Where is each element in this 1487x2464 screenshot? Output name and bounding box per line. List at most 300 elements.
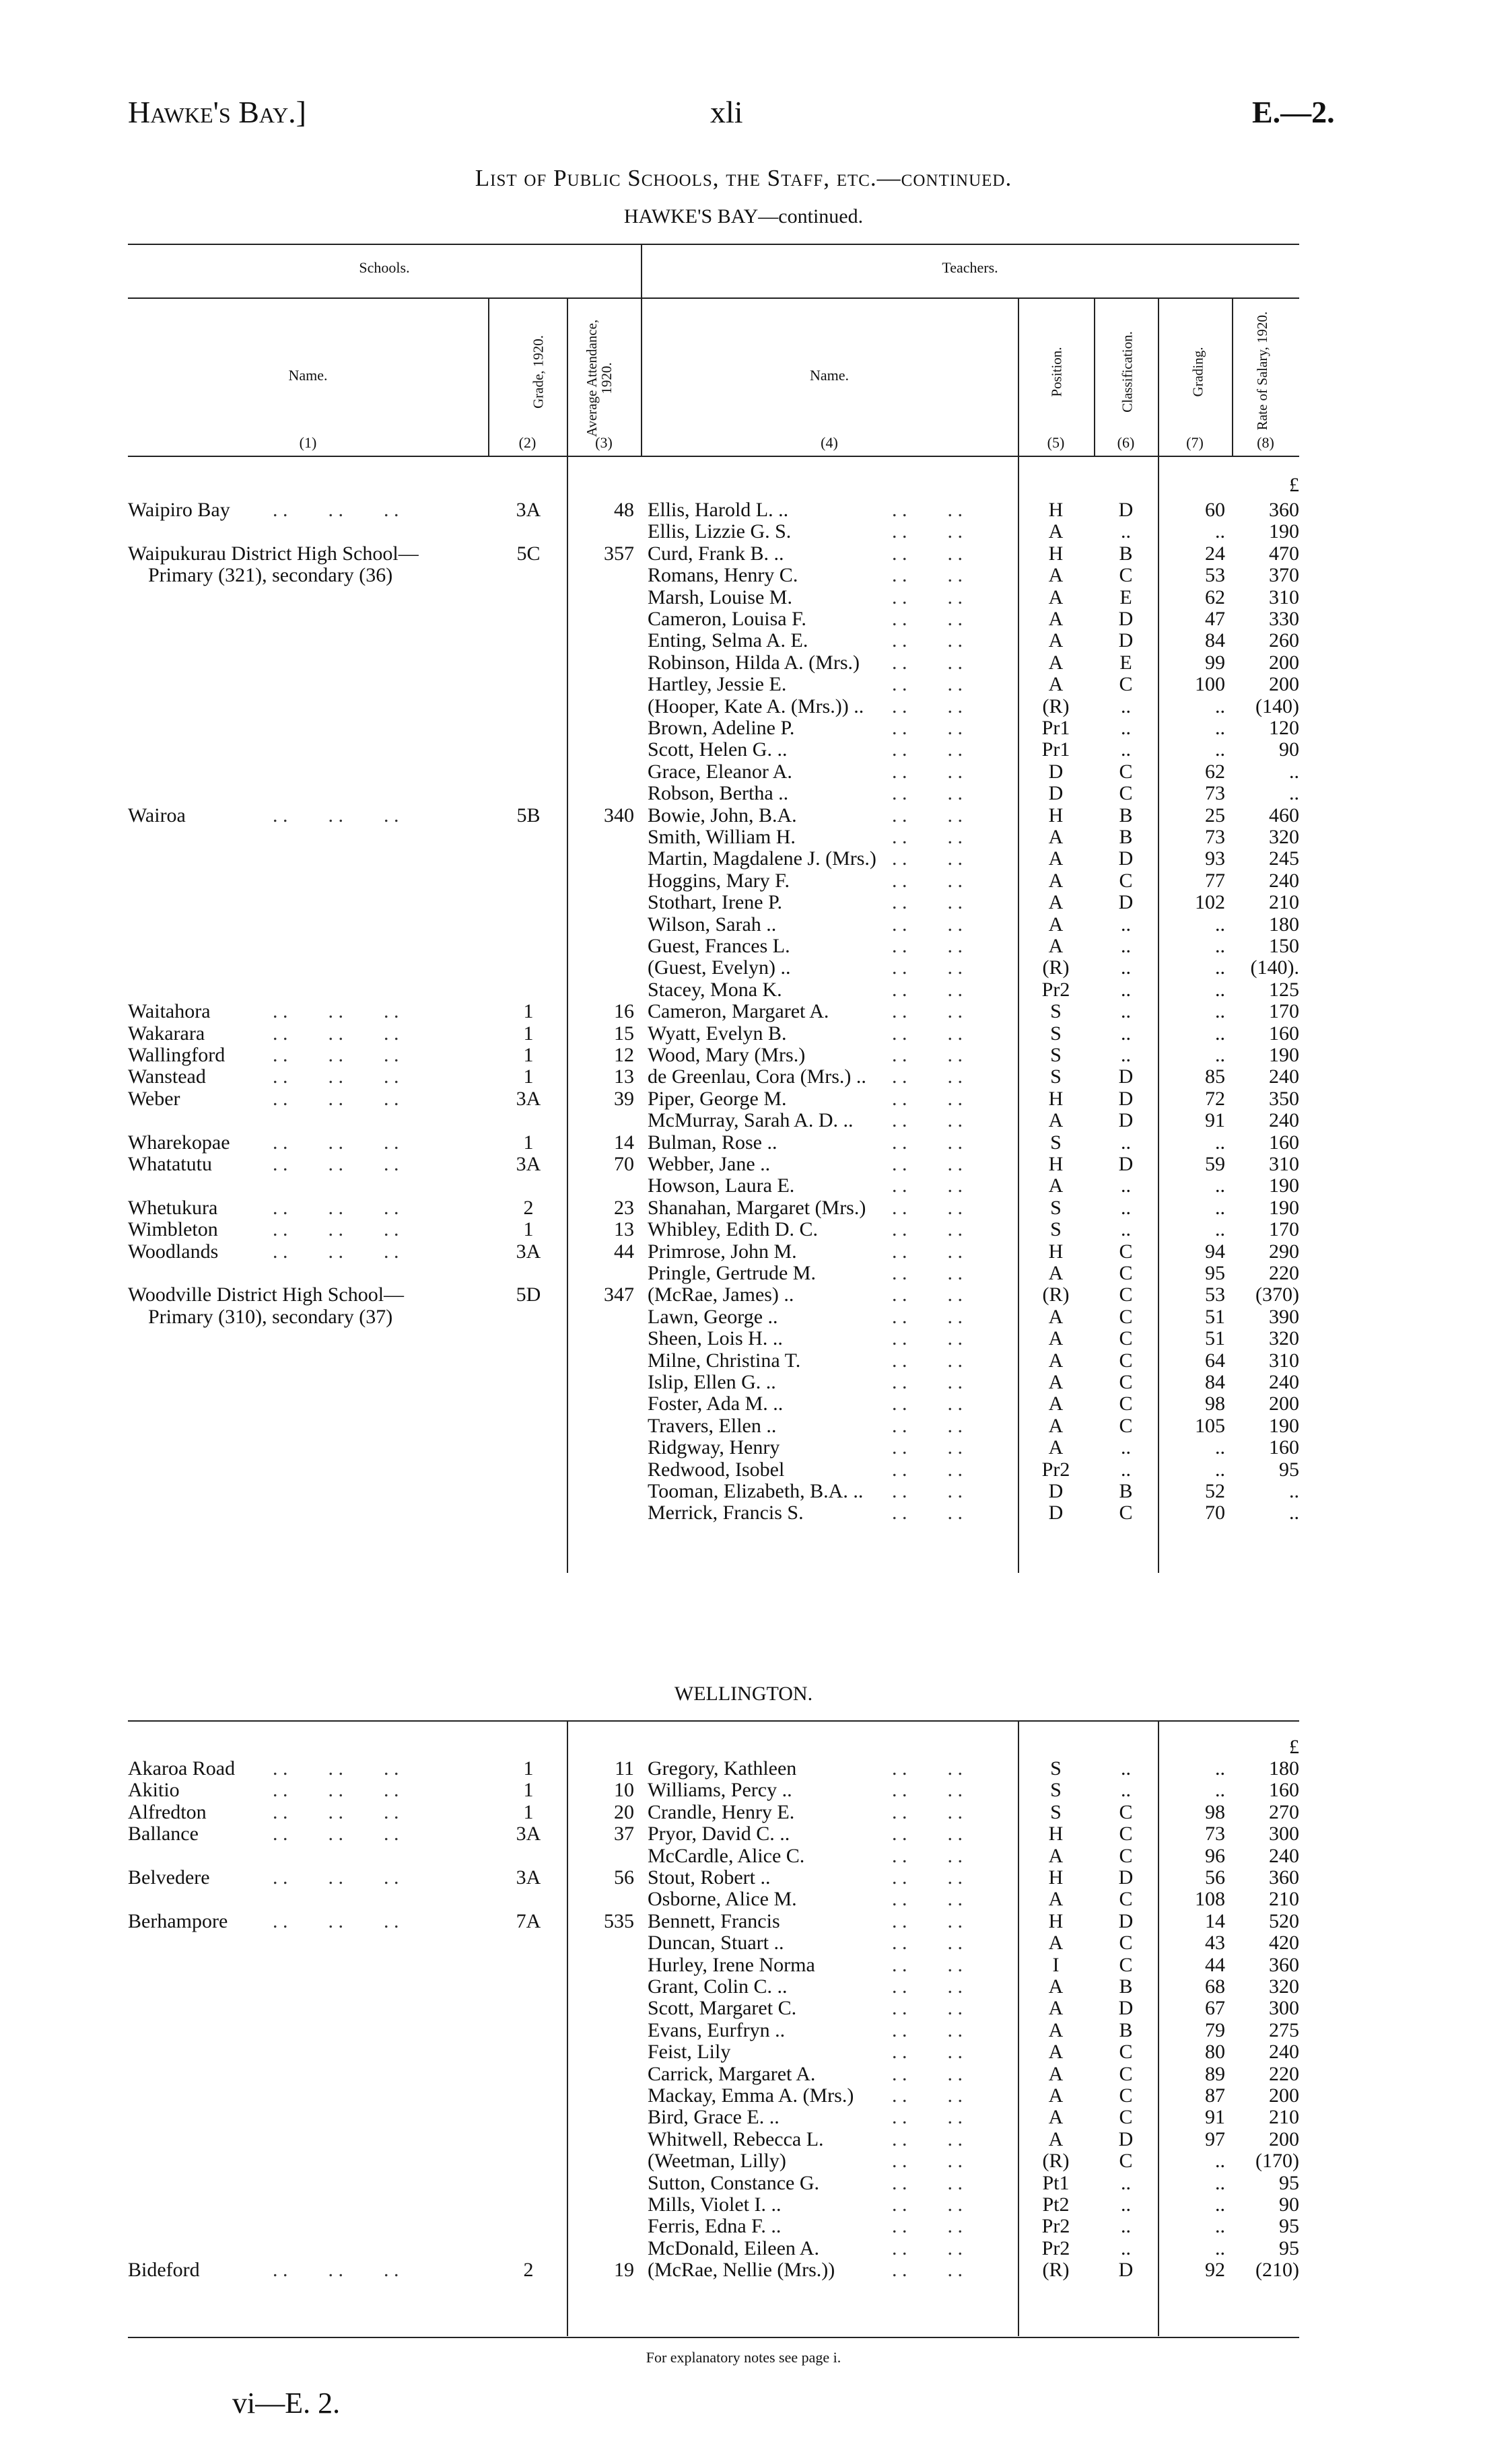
head-vline — [488, 297, 489, 456]
salary-cell: 160 — [1269, 1779, 1299, 1802]
teacher-name: Piper, George M. — [648, 1087, 787, 1110]
leader-dots: . . . . . . — [273, 2259, 399, 2282]
salary-cell: 90 — [1279, 2193, 1299, 2216]
attendance-cell: 340 — [604, 804, 634, 826]
classification-cell: C — [1119, 1393, 1133, 1415]
position-cell: H — [1048, 499, 1064, 521]
classification-cell: D — [1118, 1065, 1134, 1088]
teacher-name: Ferris, Edna F. .. — [648, 2215, 782, 2238]
leader-dots: . . . . — [892, 1779, 963, 1802]
salary-cell: 200 — [1269, 1393, 1299, 1415]
grading-cell: 87 — [1205, 2084, 1225, 2107]
salary-cell: 190 — [1269, 1414, 1299, 1437]
classification-cell: .. — [1121, 2171, 1131, 2194]
grading-cell: .. — [1215, 1218, 1225, 1241]
leader-dots: . . . . — [892, 1823, 963, 1845]
grading-cell: 97 — [1205, 2127, 1225, 2150]
teacher-name: McMurray, Sarah A. D. .. — [648, 1109, 854, 1132]
school-name: Primary (310), secondary (37) — [148, 1305, 393, 1328]
position-cell: A — [1048, 564, 1064, 587]
grading-cell: 80 — [1205, 2041, 1225, 2064]
classification-cell: D — [1118, 1909, 1134, 1932]
grading-cell: 79 — [1205, 2018, 1225, 2041]
grade-cell: 1 — [523, 1065, 534, 1088]
classification-cell: D — [1118, 1997, 1134, 2020]
teacher-name: Ridgway, Henry — [648, 1436, 780, 1459]
position-cell: A — [1048, 1305, 1064, 1328]
position-cell: A — [1048, 1174, 1064, 1197]
head-vline — [1094, 297, 1095, 456]
classification-cell: C — [1119, 869, 1133, 892]
salary-cell: 350 — [1269, 1087, 1299, 1110]
leader-dots: . . . . — [892, 1109, 963, 1132]
leader-dots: . . . . — [892, 1262, 963, 1284]
position-cell: H — [1048, 1240, 1064, 1263]
school-name: Wharekopae — [128, 1131, 230, 1154]
grading-cell: .. — [1215, 695, 1225, 717]
salary-cell: 310 — [1269, 586, 1299, 608]
classification-cell: .. — [1121, 1174, 1131, 1197]
position-cell: A — [1048, 1844, 1064, 1867]
salary-cell: 200 — [1269, 651, 1299, 674]
classification-cell: C — [1119, 1888, 1133, 1911]
grading-cell: 100 — [1195, 673, 1225, 696]
attendance-cell: 39 — [614, 1087, 634, 1110]
salary-cell: 210 — [1269, 1888, 1299, 1911]
salary-cell: (370) — [1255, 1283, 1299, 1306]
salary-cell: 190 — [1269, 1044, 1299, 1066]
wellington-title: WELLINGTON. — [674, 1683, 813, 1705]
teacher-name: Primrose, John M. — [648, 1240, 797, 1263]
grading-cell: .. — [1215, 2215, 1225, 2238]
classification-cell: B — [1119, 804, 1133, 826]
grade-cell: 2 — [523, 2259, 534, 2282]
col-num: (7) — [1186, 434, 1204, 451]
col-head-teacher-name: Name. — [809, 367, 850, 384]
leader-dots: . . . . — [892, 695, 963, 717]
leader-dots: . . . . . . — [273, 1823, 399, 1845]
teacher-name: Carrick, Margaret A. — [648, 2062, 816, 2085]
grade-cell: 7A — [516, 1909, 541, 1932]
position-cell: A — [1048, 847, 1064, 870]
leader-dots: . . . . — [892, 956, 963, 979]
leader-dots: . . . . — [892, 1997, 963, 2020]
school-name: Bideford — [128, 2259, 200, 2282]
salary-cell: 390 — [1269, 1305, 1299, 1328]
position-cell: A — [1048, 869, 1064, 892]
leader-dots: . . . . — [892, 2084, 963, 2107]
position-cell: A — [1048, 520, 1064, 543]
grade-cell: 1 — [523, 1800, 534, 1823]
grading-cell: 93 — [1205, 847, 1225, 870]
teacher-name: Wilson, Sarah .. — [648, 913, 777, 936]
leader-dots: . . . . — [892, 2106, 963, 2129]
grade-cell: 2 — [523, 1196, 534, 1219]
position-cell: Pr2 — [1041, 2237, 1070, 2259]
position-cell: A — [1048, 913, 1064, 936]
grading-cell: .. — [1215, 1196, 1225, 1219]
salary-cell: 170 — [1269, 1218, 1299, 1241]
salary-cell: 95 — [1279, 2237, 1299, 2259]
leader-dots: . . . . — [892, 1888, 963, 1911]
salary-cell: 160 — [1269, 1436, 1299, 1459]
attendance-cell: 37 — [614, 1823, 634, 1845]
grade-cell: 1 — [523, 1779, 534, 1802]
position-cell: D — [1048, 1502, 1064, 1524]
position-cell: A — [1048, 1327, 1064, 1350]
leader-dots: . . . . — [892, 1932, 963, 1955]
school-name: Wimbleton — [128, 1218, 218, 1241]
grading-cell: 51 — [1205, 1305, 1225, 1328]
salary-cell: 240 — [1269, 2041, 1299, 2064]
grading-cell: 105 — [1195, 1414, 1225, 1437]
leader-dots: . . . . — [892, 2171, 963, 2194]
grading-cell: 67 — [1205, 1997, 1225, 2020]
classification-cell: .. — [1121, 1218, 1131, 1241]
salary-cell: 420 — [1269, 1932, 1299, 1955]
teacher-name: Ellis, Harold L. .. — [648, 499, 789, 521]
school-name: Akitio — [128, 1779, 180, 1802]
teacher-name: Mackay, Emma A. (Mrs.) — [648, 2084, 854, 2107]
teacher-name: Grace, Eleanor A. — [648, 760, 792, 783]
salary-cell: 200 — [1269, 2127, 1299, 2150]
position-cell: S — [1050, 1131, 1062, 1154]
salary-cell: 125 — [1269, 978, 1299, 1001]
position-cell: Pt2 — [1042, 2193, 1070, 2216]
leader-dots: . . . . — [892, 564, 963, 587]
leader-dots: . . . . — [892, 2150, 963, 2173]
teacher-name: Whitwell, Rebecca L. — [648, 2127, 824, 2150]
leader-dots: . . . . — [892, 1349, 963, 1372]
classification-cell: D — [1118, 847, 1134, 870]
attendance-cell: 48 — [614, 499, 634, 521]
grading-cell: 85 — [1205, 1065, 1225, 1088]
teacher-name: Guest, Frances L. — [648, 935, 790, 957]
page-number: xli — [710, 95, 743, 129]
leader-dots: . . . . . . — [273, 1196, 399, 1219]
leader-dots: . . . . — [892, 1283, 963, 1306]
teacher-name: Hartley, Jessie E. — [648, 673, 787, 696]
grading-cell: .. — [1215, 1779, 1225, 1802]
salary-cell: 240 — [1269, 1109, 1299, 1132]
grade-cell: 3A — [516, 1823, 541, 1845]
teacher-name: Enting, Selma A. E. — [648, 629, 808, 652]
salary-cell: 180 — [1269, 1757, 1299, 1780]
salary-cell: 260 — [1269, 629, 1299, 652]
teacher-name: Sutton, Constance G. — [648, 2171, 819, 2194]
position-cell: A — [1048, 891, 1064, 914]
salary-cell: 270 — [1269, 1800, 1299, 1823]
classification-cell: C — [1119, 1953, 1133, 1976]
teacher-name: Gregory, Kathleen — [648, 1757, 797, 1780]
grading-cell: .. — [1215, 520, 1225, 543]
position-cell: A — [1048, 1436, 1064, 1459]
leader-dots: . . . . . . — [273, 1866, 399, 1889]
school-name: Whatatutu — [128, 1153, 212, 1175]
leader-dots: . . . . . . — [273, 1240, 399, 1263]
grading-cell: .. — [1215, 1131, 1225, 1154]
position-cell: A — [1048, 1109, 1064, 1132]
classification-cell: C — [1119, 1844, 1133, 1867]
school-name: Berhampore — [128, 1909, 228, 1932]
head-vline — [1018, 297, 1019, 456]
position-cell: H — [1048, 1909, 1064, 1932]
classification-cell: .. — [1121, 520, 1131, 543]
classification-cell: .. — [1121, 2193, 1131, 2216]
classification-cell: .. — [1121, 913, 1131, 936]
leader-dots: . . . . — [892, 1458, 963, 1481]
grading-cell: 68 — [1205, 1975, 1225, 1998]
grading-cell: .. — [1215, 935, 1225, 957]
teacher-name: Smith, William H. — [648, 826, 796, 848]
teacher-name: Howson, Laura E. — [648, 1174, 795, 1197]
leader-dots: . . . . — [892, 673, 963, 696]
teacher-name: (Guest, Evelyn) .. — [648, 956, 791, 979]
classification-cell: .. — [1121, 1000, 1131, 1023]
salary-cell: 160 — [1269, 1022, 1299, 1045]
classification-cell: C — [1119, 1371, 1133, 1393]
school-name: Woodville District High School— — [128, 1283, 405, 1306]
teacher-name: Grant, Colin C. .. — [648, 1975, 788, 1998]
salary-cell: 170 — [1269, 1000, 1299, 1023]
grading-cell: .. — [1215, 1458, 1225, 1481]
teacher-name: Hurley, Irene Norma — [648, 1953, 815, 1976]
grade-cell: 3A — [516, 499, 541, 521]
salary-unit: £ — [1289, 474, 1299, 496]
leader-dots: . . . . . . — [273, 1779, 399, 1802]
teacher-name: Brown, Adeline P. — [648, 717, 795, 739]
teacher-name: Foster, Ada M. .. — [648, 1393, 784, 1415]
position-cell: S — [1050, 1757, 1062, 1780]
head-vline — [567, 297, 568, 456]
attendance-cell: 19 — [614, 2259, 634, 2282]
position-cell: S — [1050, 1800, 1062, 1823]
classification-cell: C — [1119, 564, 1133, 587]
leader-dots: . . . . — [892, 1844, 963, 1867]
leader-dots: . . . . . . — [273, 1800, 399, 1823]
leader-dots: . . . . . . — [273, 1131, 399, 1154]
salary-cell: 245 — [1269, 847, 1299, 870]
classification-cell: .. — [1121, 935, 1131, 957]
grading-cell: 73 — [1205, 826, 1225, 848]
salary-cell: 370 — [1269, 564, 1299, 587]
position-cell: A — [1048, 608, 1064, 630]
school-name: Alfredton — [128, 1800, 207, 1823]
attendance-cell: 70 — [614, 1153, 634, 1175]
position-cell: A — [1048, 826, 1064, 848]
school-name: Wanstead — [128, 1065, 206, 1088]
position-cell: A — [1048, 935, 1064, 957]
classification-cell: D — [1118, 1866, 1134, 1889]
grade-cell: 5D — [516, 1283, 541, 1306]
classification-cell: C — [1119, 1327, 1133, 1350]
leader-dots: . . . . . . — [273, 1757, 399, 1780]
classification-cell: D — [1118, 608, 1134, 630]
teacher-name: (McRae, Nellie (Mrs.)) — [648, 2259, 835, 2282]
salary-cell: (140) — [1255, 695, 1299, 717]
leader-dots: . . . . — [892, 913, 963, 936]
grading-cell: 94 — [1205, 1240, 1225, 1263]
school-name: Woodlands — [128, 1240, 219, 1263]
leader-dots: . . . . — [892, 1757, 963, 1780]
teacher-name: Islip, Ellen G. .. — [648, 1371, 776, 1393]
grading-cell: 84 — [1205, 1371, 1225, 1393]
teacher-name: Merrick, Francis S. — [648, 1502, 804, 1524]
col-num: (5) — [1047, 434, 1065, 451]
position-cell: A — [1048, 629, 1064, 652]
position-cell: A — [1048, 2018, 1064, 2041]
grading-cell: 56 — [1205, 1866, 1225, 1889]
grading-cell: 51 — [1205, 1327, 1225, 1350]
classification-cell: .. — [1121, 956, 1131, 979]
teacher-name: Ellis, Lizzie G. S. — [648, 520, 792, 543]
teacher-name: Sheen, Lois H. .. — [648, 1327, 783, 1350]
position-cell: S — [1050, 1218, 1062, 1241]
grading-cell: 53 — [1205, 564, 1225, 587]
grading-cell: 96 — [1205, 1844, 1225, 1867]
leader-dots: . . . . — [892, 1800, 963, 1823]
head-vline — [641, 297, 642, 456]
salary-cell: 95 — [1279, 2171, 1299, 2194]
position-cell: A — [1048, 2041, 1064, 2064]
teacher-name: Cameron, Margaret A. — [648, 1000, 829, 1023]
classification-cell: .. — [1121, 2237, 1131, 2259]
leader-dots: . . . . . . — [273, 804, 399, 826]
region-subtitle: HAWKE'S BAY—continued. — [623, 205, 864, 227]
grading-cell: 70 — [1205, 1502, 1225, 1524]
salary-cell: 290 — [1269, 1240, 1299, 1263]
position-cell: D — [1048, 782, 1064, 805]
leader-dots: . . . . — [892, 869, 963, 892]
grade-cell: 3A — [516, 1240, 541, 1263]
page-title: List of Public Schools, the Staff, etc.—continued. — [475, 165, 1012, 191]
classification-cell: B — [1119, 826, 1133, 848]
grading-cell: 92 — [1205, 2259, 1225, 2282]
table-bottom-rule — [128, 2337, 1299, 2338]
col-num: (3) — [595, 434, 613, 451]
grading-cell: .. — [1215, 978, 1225, 1001]
classification-cell: C — [1119, 1305, 1133, 1328]
grading-cell: 98 — [1205, 1800, 1225, 1823]
attendance-cell: 16 — [614, 1000, 634, 1023]
salary-cell: (170) — [1255, 2150, 1299, 2173]
teacher-name: Martin, Magdalene J. (Mrs.) — [648, 847, 876, 870]
leader-dots: . . . . — [892, 891, 963, 914]
grading-cell: .. — [1215, 2193, 1225, 2216]
classification-cell: .. — [1121, 2215, 1131, 2238]
leader-dots: . . . . . . — [273, 1909, 399, 1932]
position-cell: S — [1050, 1000, 1062, 1023]
teacher-name: Travers, Ellen .. — [648, 1414, 777, 1437]
classification-cell: C — [1119, 1800, 1133, 1823]
classification-cell: B — [1119, 1480, 1133, 1502]
leader-dots: . . . . — [892, 1393, 963, 1415]
school-name: Wakarara — [128, 1022, 205, 1045]
classification-cell: C — [1119, 1262, 1133, 1284]
head-vline — [1232, 297, 1233, 456]
teacher-name: Bowie, John, B.A. — [648, 804, 797, 826]
teacher-name: Redwood, Isobel — [648, 1458, 785, 1481]
teacher-name: Bird, Grace E. .. — [648, 2106, 780, 2129]
salary-cell: 95 — [1279, 2215, 1299, 2238]
teacher-name: Tooman, Elizabeth, B.A. .. — [648, 1480, 864, 1502]
teacher-name: Hoggins, Mary F. — [648, 869, 790, 892]
grade-cell: 5C — [516, 542, 541, 565]
salary-cell: 320 — [1269, 1327, 1299, 1350]
classification-cell: C — [1119, 1823, 1133, 1845]
leader-dots: . . . . — [892, 1022, 963, 1045]
classification-cell: B — [1119, 1975, 1133, 1998]
salary-cell: 300 — [1269, 1997, 1299, 2020]
attendance-cell: 12 — [614, 1044, 634, 1066]
position-cell: (R) — [1042, 1283, 1070, 1306]
attendance-cell: 14 — [614, 1131, 634, 1154]
grade-cell: 1 — [523, 1757, 534, 1780]
teacher-name: Lawn, George .. — [648, 1305, 778, 1328]
leader-dots: . . . . — [892, 542, 963, 565]
position-cell: Pr2 — [1041, 2215, 1070, 2238]
leader-dots: . . . . — [892, 1480, 963, 1502]
teacher-name: Osborne, Alice M. — [648, 1888, 797, 1911]
salary-cell: 190 — [1269, 1196, 1299, 1219]
leader-dots: . . . . — [892, 2018, 963, 2041]
leader-dots: . . . . — [892, 1065, 963, 1088]
leader-dots: . . . . . . — [273, 1000, 399, 1023]
classification-cell: .. — [1121, 1131, 1131, 1154]
attendance-cell: 535 — [604, 1909, 634, 1932]
grade-cell: 3A — [516, 1866, 541, 1889]
position-cell: A — [1048, 1975, 1064, 1998]
leader-dots: . . . . — [892, 2237, 963, 2259]
position-cell: H — [1048, 804, 1064, 826]
salary-cell: 180 — [1269, 913, 1299, 936]
teacher-name: Webber, Jane .. — [648, 1153, 771, 1175]
salary-cell: 210 — [1269, 2106, 1299, 2129]
salary-cell: 220 — [1269, 1262, 1299, 1284]
classification-cell: D — [1118, 1153, 1134, 1175]
teacher-name: Stout, Robert .. — [648, 1866, 771, 1889]
classification-cell: C — [1119, 1240, 1133, 1263]
teacher-name: Williams, Percy .. — [648, 1779, 792, 1802]
teacher-name: Bulman, Rose .. — [648, 1131, 777, 1154]
teacher-name: Shanahan, Margaret (Mrs.) — [648, 1196, 866, 1219]
leader-dots: . . . . — [892, 2259, 963, 2282]
attendance-cell: 11 — [615, 1757, 634, 1780]
grading-cell: .. — [1215, 1044, 1225, 1066]
teacher-name: Wood, Mary (Mrs.) — [648, 1044, 806, 1066]
position-cell: D — [1048, 1480, 1064, 1502]
attendance-cell: 23 — [614, 1196, 634, 1219]
wellington-top-rule — [128, 1720, 1299, 1722]
teacher-name: McCardle, Alice C. — [648, 1844, 805, 1867]
grading-cell: 25 — [1205, 804, 1225, 826]
col-head-grade: Grade, 1920. — [530, 335, 547, 409]
attendance-cell: 13 — [614, 1218, 634, 1241]
col-head-attendance: Average Attendance, 1920. — [584, 319, 615, 437]
grading-cell: 91 — [1205, 2106, 1225, 2129]
position-cell: (R) — [1042, 2150, 1070, 2173]
teacher-name: Stacey, Mona K. — [648, 978, 782, 1001]
leader-dots: . . . . — [892, 1174, 963, 1197]
teacher-name: Marsh, Louise M. — [648, 586, 792, 608]
position-cell: A — [1048, 1414, 1064, 1437]
position-cell: H — [1048, 542, 1064, 565]
salary-cell: (210) — [1255, 2259, 1299, 2282]
leader-dots: . . . . . . — [273, 1044, 399, 1066]
leader-dots: . . . . — [892, 1000, 963, 1023]
teacher-name: McDonald, Eileen A. — [648, 2237, 819, 2259]
salary-cell: 190 — [1269, 520, 1299, 543]
